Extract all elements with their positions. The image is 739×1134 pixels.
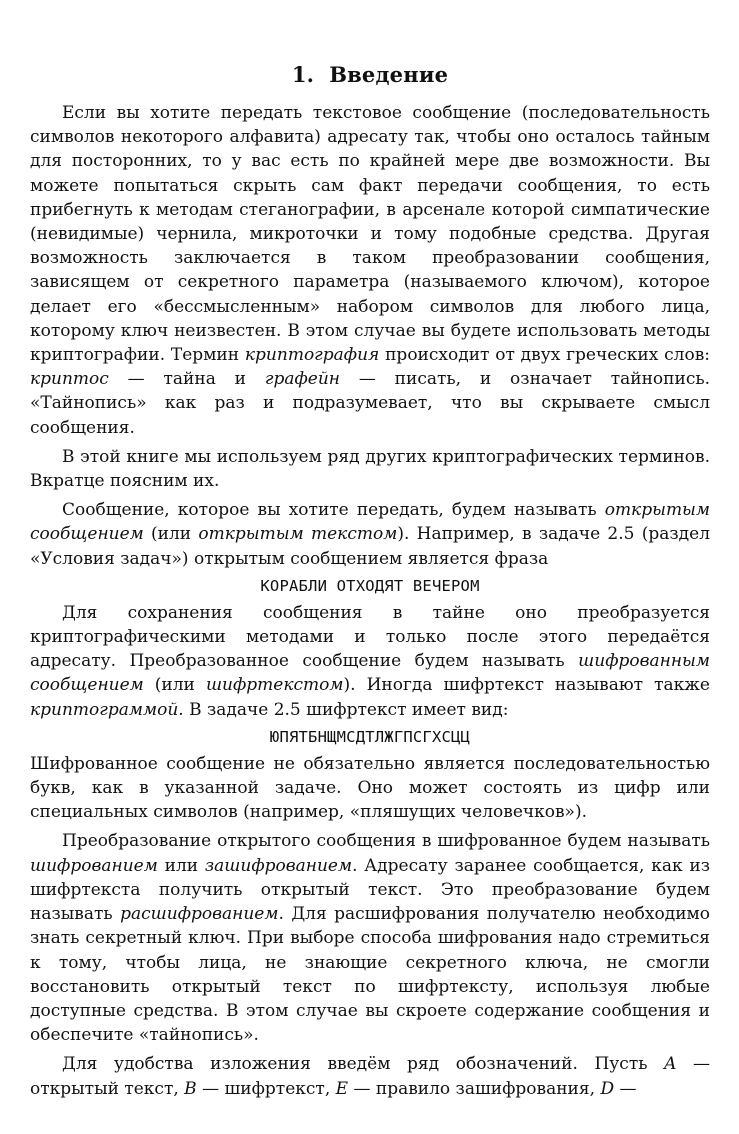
term-decryption: расшифрованием	[120, 904, 279, 925]
paragraph-encryption	[30, 829, 710, 1047]
section-heading	[30, 58, 710, 92]
text-run: — правило зашифрования,	[348, 1078, 601, 1099]
text-run: — открытый текст,	[30, 1054, 711, 1099]
term-open-text: открытым текстом	[198, 524, 398, 545]
term-encrypted-message: шифрованным сообщением	[30, 651, 710, 696]
term-graphein: графейн	[264, 369, 340, 390]
math-var-d: D	[600, 1078, 615, 1099]
term-ciphertext: шифртекстом	[205, 675, 344, 696]
text-run: (или	[143, 675, 206, 696]
term-kryptos: криптос	[30, 369, 109, 390]
plaintext-example: КОРАБЛИ ОТХОДЯТ ВЕЧЕРОМ	[260, 576, 480, 595]
paragraph-cipher-symbols	[30, 752, 710, 825]
math-var-b: B	[184, 1078, 197, 1099]
text-run: Преобразование открытого сообщения в шифрованное будем называть	[62, 831, 710, 852]
section-number: 1.	[291, 62, 315, 87]
term-encryption: шифрованием	[30, 855, 158, 876]
text-run: или	[157, 855, 205, 876]
text-run: Если вы хотите передать текстовое сообщение (последовательность символов некоторого алфавита) адресату так, чтобы оно осталось тайным для посторонних, то у вас есть по крайней мере две возможности. Вы можете попытаться скрыть сам факт передачи сообщения, то есть прибегнуть к методам стеганографии, в арсенале которой симпатические (невидимые) чернила, микроточки и тому подобные средства. Другая возможность заключается в таком преобразовании сообщения, зависящем от секретного параметра (называемого ключом), которое делает его «бессмысленным» набором символов для любого лица, которому ключ неизвестен. В этом случае вы будете использовать методы криптографии. Термин	[30, 103, 710, 366]
text-run: ). Иногда шифртекст называют также	[343, 675, 710, 696]
text-run: Шифрованное сообщение не обязательно является последовательностью букв, как в указанной задаче. Оно может состоять из цифр или специальных символов (например, «пляшущих человечков»).	[30, 753, 710, 823]
text-run: Сообщение, которое вы хотите передать, будем называть	[62, 500, 605, 521]
text-run: ). Например, в задаче 2.5 (раздел «Условия задач») открытым сообщением является фраза	[30, 524, 711, 569]
paragraph-introduction	[30, 101, 710, 440]
paragraph-ciphertext	[30, 601, 710, 722]
term-zashifrovanie: зашифрованием	[204, 855, 353, 876]
text-run: — шифртекст,	[196, 1078, 336, 1099]
text-run: . В задаче 2.5 шифртекст имеет вид:	[178, 699, 509, 720]
text-run: —	[614, 1078, 637, 1099]
paragraph-notation	[30, 1052, 710, 1100]
text-run: происходит от двух греческих слов:	[379, 345, 710, 366]
math-var-a: A	[664, 1054, 677, 1075]
text-run: Для сохранения сообщения в тайне оно преобразуется криптографическими методами и только после этого передаётся адресату. Преобразованное сообщение будем называть	[30, 602, 710, 672]
paragraph-open-message	[30, 498, 710, 571]
text-run: (или	[143, 524, 199, 545]
paragraph-terms	[30, 445, 710, 493]
text-run: — писать, и означает тайнопись. «Тайнопись» как раз и подразумевает, что вы скрываете смысл сообщения.	[30, 369, 710, 438]
text-run: — тайна и	[108, 369, 265, 390]
text-run: . Для расшифрования получателю необходимо знать секретный ключ. При выборе способа шифрования надо стремиться к тому, чтобы лица, не знающие секретного ключа, не смогли восстановить открытый текст по шифртексту, используя любые доступные средства. В этом случае вы скроете содержание сообщения и обеспечите «тайнопись».	[30, 904, 710, 1046]
math-var-e: E	[335, 1078, 349, 1099]
term-cryptography: криптография	[244, 345, 380, 366]
ciphertext-example: ЮПЯТБНЩМСДТЛЖГПСГХСЦЦ	[269, 727, 471, 746]
term-cryptogram: криптограммой	[30, 699, 179, 720]
text-run: Для удобства изложения введём ряд обозначений. Пусть	[62, 1054, 665, 1075]
term-open-message: открытым сообщением	[30, 500, 710, 545]
section-title: Введение	[329, 62, 449, 87]
text-run: . Адресату заранее сообщается, как из шифртекста получить открытый текст. Это преобразование будем называть	[30, 855, 710, 925]
text-run: В этой книге мы используем ряд других криптографических терминов. Вкратце поясним их.	[30, 446, 710, 492]
page	[30, 58, 710, 1101]
